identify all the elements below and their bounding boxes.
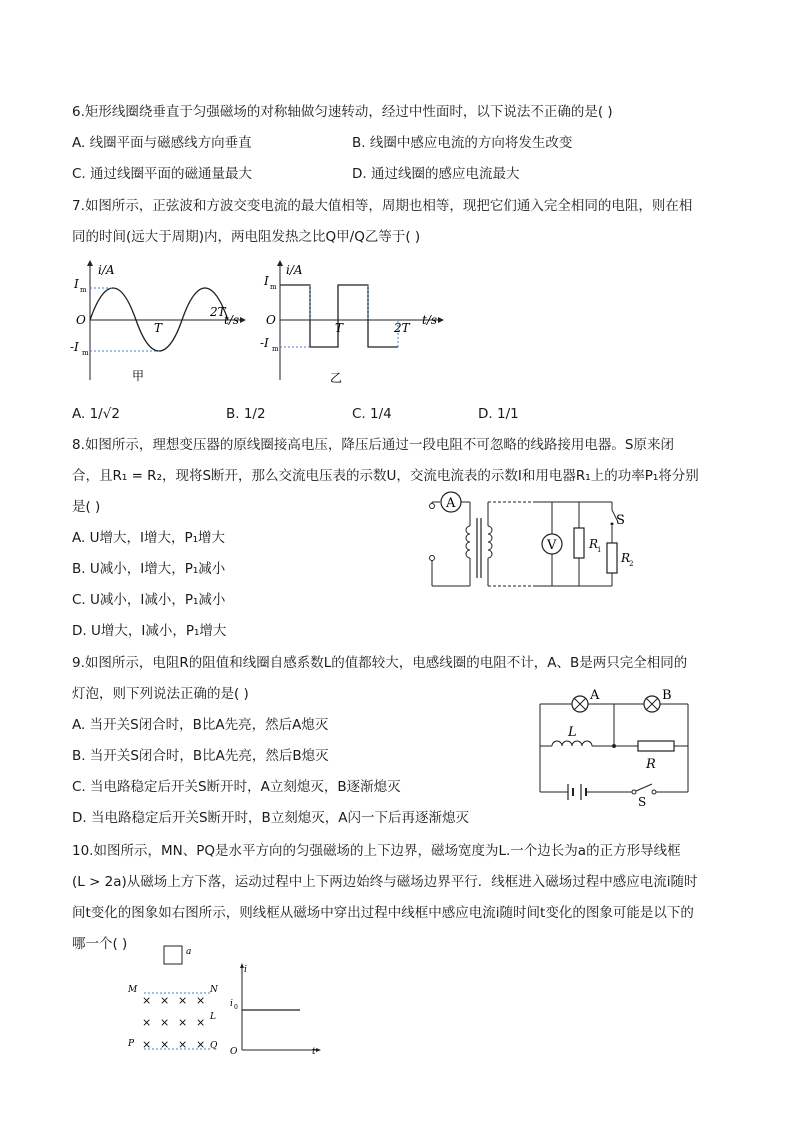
jia-caption: 甲 — [132, 369, 145, 383]
yi-imax-sub: m — [270, 283, 277, 291]
yi-x-axis-label: t/s — [422, 313, 438, 327]
yi-origin: O — [266, 313, 276, 327]
inductor-label: L — [568, 725, 577, 740]
yi-caption: 乙 — [330, 371, 343, 385]
q9-option-c: C. 当电路稳定后开关S断开时，A立刻熄灭，B逐渐熄灭 — [72, 779, 401, 795]
q9-stem-line1: 9.如图所示，电阻R的阻值和线圈自感系数L的值都较大，电感线圈的电阻不计，A、B是两只完全相同的 — [72, 655, 688, 671]
side-a-label: a — [186, 947, 192, 957]
r2-label: R — [621, 551, 631, 565]
voltmeter-label: V — [547, 538, 557, 553]
q8-option-a: A. U增大，I增大，P₁增大 — [72, 530, 225, 546]
yi-y-axis-label: i/A — [286, 263, 303, 277]
q9-option-a: A. 当开关S闭合时，B比A先亮，然后A熄灭 — [72, 717, 329, 733]
jia-imax-sub: m — [80, 286, 87, 294]
q8-option-c: C. U减小，I减小，P₁减小 — [72, 592, 226, 608]
yi-imin: -I — [260, 336, 269, 350]
jia-t1: T — [154, 321, 163, 335]
yi-t2: 2T — [394, 321, 410, 335]
q8-circuit-figure — [424, 488, 654, 590]
jia-imax: I — [74, 277, 79, 291]
svg-text:×: × — [196, 1016, 206, 1029]
q10-stem-line4: 哪一个( ) — [72, 936, 128, 952]
graph-x-label: t — [312, 1047, 316, 1056]
svg-text:×: × — [178, 1016, 188, 1029]
svg-text:×: × — [178, 994, 188, 1007]
q6-option-b: B. 线圈中感应电流的方向将发生改变 — [352, 135, 573, 151]
svg-text:×: × — [142, 1016, 152, 1029]
jia-y-axis-label: i/A — [98, 263, 115, 277]
lamp-a-label: A — [590, 688, 600, 703]
q9-stem-line2: 灯泡，则下列说法正确的是( ) — [72, 686, 249, 702]
q8-option-b: B. U减小，I增大，P₁减小 — [72, 561, 226, 577]
field-row1: × — [142, 994, 152, 1007]
q7-option-c: C. 1/4 — [352, 406, 392, 422]
label-m: M — [128, 985, 138, 995]
svg-text:×: × — [160, 1016, 170, 1029]
q6-option-d: D. 通过线圈的感应电流最大 — [352, 166, 520, 182]
q6-option-a: A. 线圈平面与磁感线方向垂直 — [72, 135, 252, 151]
q8-stem-line1: 8.如图所示，理想变压器的原线圈接高电压，降压后通过一段电阻不可忽略的线路接用电器。S原来闭 — [72, 437, 674, 453]
jia-imin-sub: m — [82, 349, 89, 357]
r2-sub: 2 — [629, 560, 634, 568]
q7-option-d: D. 1/1 — [478, 406, 519, 422]
label-p: P — [128, 1039, 135, 1049]
q10-stem-line3: 间t变化的图象如右图所示，则线框从磁场中穿出过程中线框中感应电流i随时间t变化的图象可能是以下的 — [72, 905, 694, 921]
switch-s-label: S — [638, 795, 647, 806]
q7-figure-yi — [258, 258, 448, 388]
q10-stem-line1: 10.如图所示，MN、PQ是水平方向的匀强磁场的上下边界，磁场宽度为L.一个边长为a的正方形导线框 — [72, 843, 681, 859]
yi-imax: I — [264, 274, 269, 288]
r1-label: R — [589, 537, 599, 551]
yi-t1: T — [335, 321, 344, 335]
q6-stem: 6.矩形线圈绕垂直于匀强磁场的对称轴做匀速转动，经过中性面时，以下说法不正确的是( ) — [72, 104, 613, 120]
q6-option-c: C. 通过线圈平面的磁通量最大 — [72, 166, 253, 182]
q10-field-figure — [124, 942, 234, 1054]
label-n: N — [210, 985, 218, 995]
q10-stem-line2: (L > 2a)从磁场上方下落，运动过程中上下两边始终与磁场边界平行．线框进入磁场过程中感应电流i随时 — [72, 874, 698, 890]
switch-label: S — [616, 513, 625, 528]
ammeter-label: A — [446, 496, 456, 511]
q7-option-a: A. 1/√2 — [72, 406, 120, 422]
label-l: L — [210, 1012, 216, 1022]
q7-option-b: B. 1/2 — [226, 406, 266, 422]
jia-t2: 2T — [210, 305, 226, 319]
svg-text:×: × — [196, 1038, 206, 1051]
lamp-b-label: B — [662, 688, 672, 703]
q8-stem-line2: 合，且R₁ = R₂，现将S断开，那么交流电压表的示数U，交流电流表的示数I和用电器R₁上的功率P₁将分别 — [72, 468, 699, 484]
graph-y-label: i — [244, 965, 247, 975]
jia-origin: O — [76, 313, 86, 327]
r1-sub: 1 — [597, 546, 602, 554]
svg-text:×: × — [160, 994, 170, 1007]
q8-option-d: D. U增大，I减小，P₁增大 — [72, 623, 227, 639]
yi-imin-sub: m — [272, 345, 279, 353]
q7-stem-line1: 7.如图所示，正弦波和方波交变电流的最大值相等，周期也相等，现把它们通入完全相同的电阻，则在相 — [72, 198, 693, 214]
q8-stem-line3: 是( ) — [72, 499, 101, 515]
svg-text:×: × — [178, 1038, 188, 1051]
q9-circuit-figure — [534, 684, 694, 806]
graph-level-sub: 0 — [234, 1004, 238, 1011]
q10-current-graph — [226, 960, 326, 1056]
jia-x-axis-label: t/s — [224, 313, 240, 327]
svg-text:×: × — [196, 994, 206, 1007]
q7-stem-line2: 同的时间(远大于周期)内，两电阻发热之比Q甲/Q乙等于( ) — [72, 229, 421, 245]
svg-text:×: × — [142, 1038, 152, 1051]
jia-imin: -I — [70, 340, 79, 354]
resistor-label: R — [646, 757, 656, 772]
graph-level: i — [230, 999, 233, 1009]
q9-option-d: D. 当电路稳定后开关S断开时，B立刻熄灭，A闪一下后再逐渐熄灭 — [72, 810, 470, 826]
svg-text:×: × — [160, 1038, 170, 1051]
graph-origin: O — [230, 1047, 238, 1056]
q7-figure-jia — [68, 258, 248, 388]
label-q: Q — [210, 1041, 218, 1051]
q9-option-b: B. 当开关S闭合时，B比A先亮，然后B熄灭 — [72, 748, 329, 764]
